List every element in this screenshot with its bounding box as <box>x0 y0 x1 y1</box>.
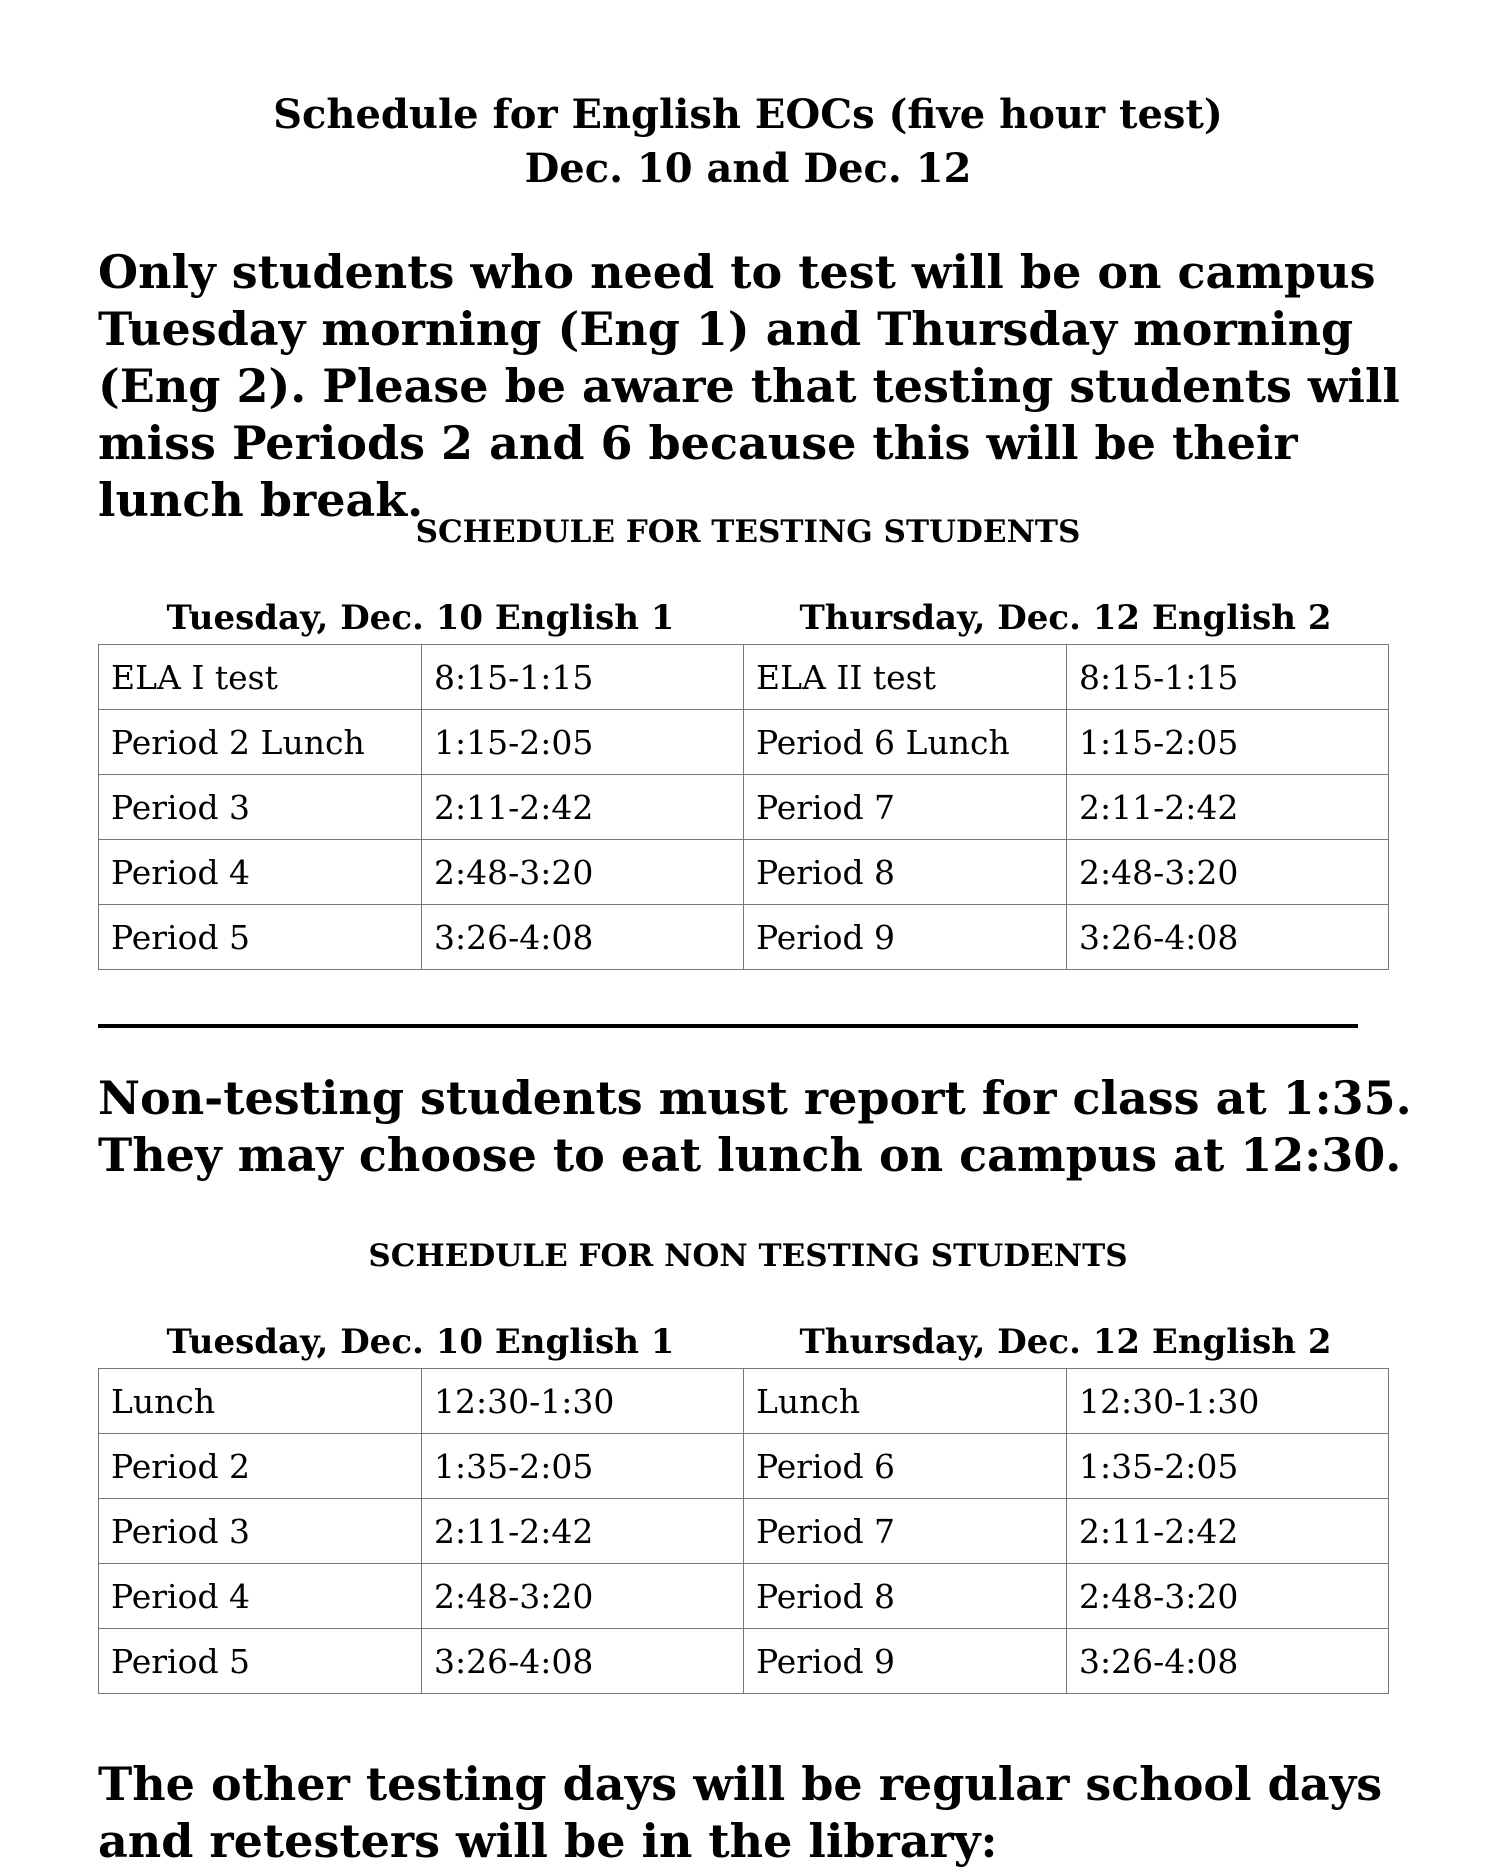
table-cell: Period 4 <box>99 840 422 905</box>
table-cell: 8:15-1:15 <box>422 645 744 710</box>
table-row <box>99 1564 1389 1629</box>
table-cell: 2:11-2:42 <box>422 775 744 840</box>
table-cell: 12:30-1:30 <box>422 1369 744 1434</box>
table-cell: 1:15-2:05 <box>422 710 744 775</box>
table-cell: Lunch <box>744 1369 1067 1434</box>
table-cell: Period 3 <box>99 1499 422 1564</box>
table-row <box>99 1499 1389 1564</box>
table-cell: Lunch <box>99 1369 422 1434</box>
nontesting-tuesday-heading: Tuesday, Dec. 10 English 1 <box>166 1322 675 1362</box>
table-cell: Period 5 <box>99 905 422 970</box>
table-cell: 2:48-3:20 <box>422 1564 744 1629</box>
table-cell: 2:11-2:42 <box>422 1499 744 1564</box>
table-cell: 2:48-3:20 <box>1067 1564 1389 1629</box>
section-divider <box>98 1024 1358 1028</box>
table-cell: 2:11-2:42 <box>1067 1499 1389 1564</box>
footer-paragraph: The other testing days will be regular school days and retesters will be in the library: <box>98 1757 1383 1868</box>
title-line-2: Dec. 10 and Dec. 12 <box>524 145 972 192</box>
table-cell: Period 8 <box>744 1564 1067 1629</box>
table-cell: Period 2 Lunch <box>99 710 422 775</box>
table-cell: 1:35-2:05 <box>422 1434 744 1499</box>
table-cell: 2:48-3:20 <box>422 840 744 905</box>
table-cell: 3:26-4:08 <box>422 1629 744 1694</box>
nontesting-note: Non-testing students must report for class at 1:35. They may choose to eat lunch on campus at 12:30. <box>98 1071 1412 1182</box>
table-row <box>99 710 1389 775</box>
table-cell: Period 9 <box>744 1629 1067 1694</box>
table-cell: Period 5 <box>99 1629 422 1694</box>
table-cell: 3:26-4:08 <box>1067 905 1389 970</box>
table-row <box>99 1434 1389 1499</box>
table-row <box>99 775 1389 840</box>
table-cell: 1:35-2:05 <box>1067 1434 1389 1499</box>
table-cell: Period 7 <box>744 1499 1067 1564</box>
table-cell: 2:48-3:20 <box>1067 840 1389 905</box>
table-cell: Period 3 <box>99 775 422 840</box>
testing-schedule-table <box>98 644 1389 970</box>
intro-paragraph: Only students who need to test will be on campus Tuesday morning (Eng 1) and Thursday morning (Eng 2). Please be aware that testing students will miss Periods 2 and 6 because this will be their lunch break. <box>98 245 1400 527</box>
nontesting-schedule-heading: SCHEDULE FOR NON TESTING STUDENTS <box>368 1238 1128 1274</box>
table-cell: 3:26-4:08 <box>422 905 744 970</box>
table-cell: ELA I test <box>99 645 422 710</box>
testing-tuesday-heading: Tuesday, Dec. 10 English 1 <box>166 598 675 638</box>
table-row <box>99 1369 1389 1434</box>
table-cell: Period 4 <box>99 1564 422 1629</box>
table-row <box>99 840 1389 905</box>
table-row <box>99 645 1389 710</box>
table-cell: 3:26-4:08 <box>1067 1629 1389 1694</box>
table-cell: Period 8 <box>744 840 1067 905</box>
testing-schedule-heading: SCHEDULE FOR TESTING STUDENTS <box>415 514 1081 550</box>
table-cell: Period 6 Lunch <box>744 710 1067 775</box>
table-cell: Period 2 <box>99 1434 422 1499</box>
document-title <box>0 88 1496 196</box>
table-row <box>99 1629 1389 1694</box>
testing-thursday-heading: Thursday, Dec. 12 English 2 <box>799 598 1332 638</box>
table-cell: Period 9 <box>744 905 1067 970</box>
table-cell: 1:15-2:05 <box>1067 710 1389 775</box>
table-row <box>99 905 1389 970</box>
table-cell: 8:15-1:15 <box>1067 645 1389 710</box>
table-cell: 12:30-1:30 <box>1067 1369 1389 1434</box>
nontesting-thursday-heading: Thursday, Dec. 12 English 2 <box>799 1322 1332 1362</box>
nontesting-schedule-table <box>98 1368 1389 1694</box>
table-cell: Period 7 <box>744 775 1067 840</box>
table-cell: 2:11-2:42 <box>1067 775 1389 840</box>
title-line-1: Schedule for English EOCs (five hour test) <box>273 91 1223 138</box>
table-cell: ELA II test <box>744 645 1067 710</box>
table-cell: Period 6 <box>744 1434 1067 1499</box>
